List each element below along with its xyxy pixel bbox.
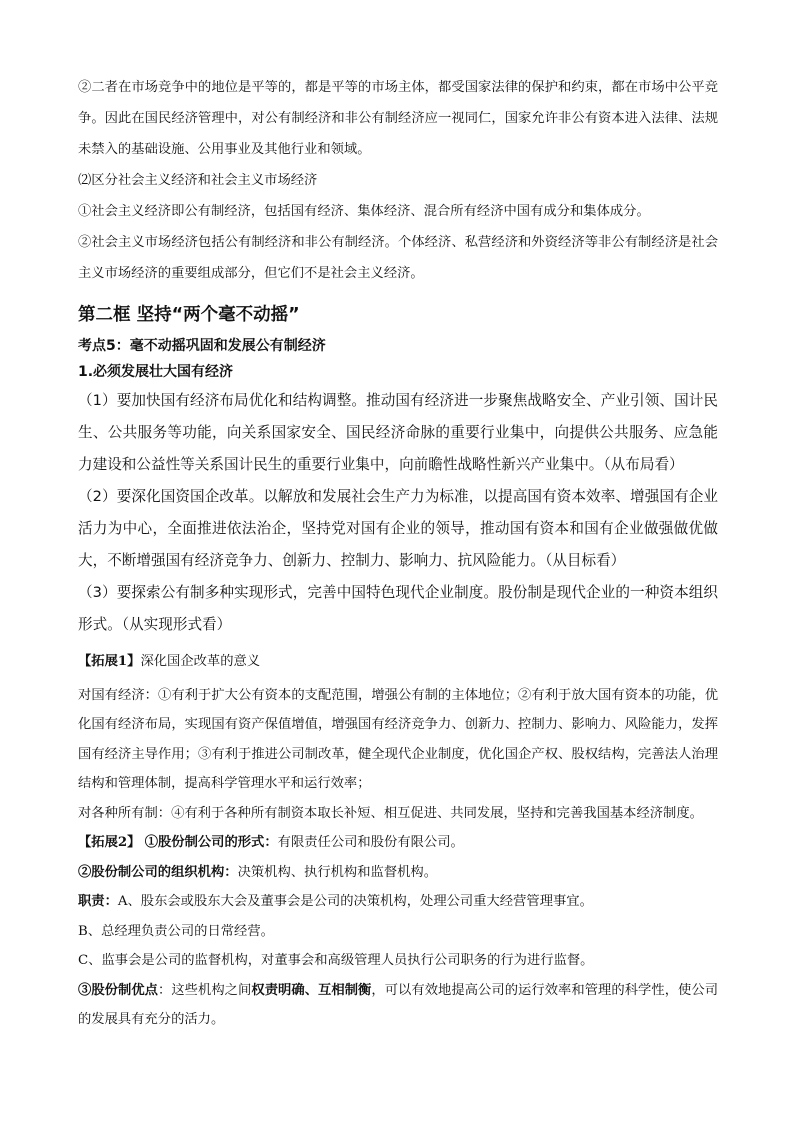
extension-1-label: 【拓展1】 (78, 654, 141, 669)
content-item-1: （1）要加快国有经济布局优化和结构调整。推动国有经济进一步聚焦战略安全、产业引领、国计民生、公共服务等功能，向关系国家安全、国民经济命脉的重要行业集中，向提供公共服务、应急能力建设和公益性等关系国计民生的重要行业集中，向前瞻性战略性新兴产业集中。（从布局看） (78, 392, 718, 473)
paragraph-socialist-market-economy: ②社会主义市场经济包括公有制经济和非公有制经济。个体经济、私营经济和外资经济等非公有制经济是社会主义市场经济的重要组成部分，但它们不是社会主义经济。 (78, 235, 718, 281)
extension-1-state-economy: 对国有经济：①有利于扩大公有资本的支配范围，增强公有制的主体地位；②有利于放大国有资本的功能，优化国有经济布局，实现国有资产保值增值，增强国有经济竞争力、创新力、控制力、影响力、风险能力，发挥国有经济主导作用；③有利于推进公司制改革，健全现代企业制度，优化国企产权、股权结构，完善法人治理结构和管理体制，提高科学管理水平和运行效率； (78, 687, 718, 791)
extension-2-duty-a: A、股东会或股东大会及董事会是公司的决策机构，处理公司重大经营管理事宜。 (117, 894, 593, 909)
extension-2-duty-label: 职责： (78, 894, 118, 909)
extension-1-all-ownership: 对各种所有制：④有利于各种所有制资本取长补短、相互促进、共同发展，坚持和完善我国基本经济制度。 (78, 805, 703, 821)
document-page (78, 72, 718, 1035)
extension-2-advantage (78, 976, 718, 1035)
section-title: 第二框 坚持“两个毫不动摇” (78, 305, 300, 325)
extension-2-line-1 (78, 828, 718, 858)
extension-2-advantage-text-a: ：这些机构之间 (158, 982, 252, 998)
heading-distinguish: ⑵区分社会主义经济和社会主义市场经济 (78, 173, 318, 188)
extension-2-org: 决策机构、执行机构和监督机构。 (237, 864, 438, 880)
paragraph-socialist-economy: ①社会主义经济即公有制经济，包括国有经济、集体经济、混合所有经济中国有成分和集体成分。 (78, 204, 650, 219)
paragraph-equal-status: ②二者在市场竞争中的地位是平等的，都是平等的市场主体，都受国家法律的保护和约束，都在市场中公平竞争。因此在国民经济管理中，对公有制经济和非公有制经济应一视同仁，国家允许非公有资本进入法律、法规未禁入的基础设施、公用事业及其他行业和领域。 (78, 80, 718, 157)
content-item-2: （2）要深化国资国企改革。以解放和发展社会生产力为标准，以提高国有资本效率、增强国有企业活力为中心，全面推进依法治企，坚持党对国有企业的领导，推动国有资本和国有企业做强做优做大，不断增强国有经济竞争力、创新力、控制力、影响力、抗风险能力。（从目标看） (78, 488, 718, 569)
content-item-3: （3）要探索公有制多种实现形式，完善中国特色现代企业制度。股份制是现代企业的一种资本组织形式。（从实现形式看） (78, 584, 718, 633)
extension-2-form: 有限责任公司和股份有限公司。 (277, 835, 464, 850)
extension-1-heading (78, 647, 718, 677)
extension-2-line-3 (78, 887, 718, 917)
extension-2-duty-c: C、监事会是公司的监督机构，对董事会和高级管理人员执行公司职务的行为进行监督。 (78, 953, 594, 968)
extension-2-advantage-label: ③股份制优点 (78, 982, 159, 998)
extension-2-advantage-highlight: 权责明确、互相制衡 (251, 982, 372, 998)
extension-1-title: 深化国企改革的意义 (140, 654, 261, 669)
extension-2-org-label: ②股份制公司的组织机构： (78, 864, 238, 880)
kaodian-title: 考点5：毫不动摇巩固和发展公有制经济 (78, 338, 326, 354)
extension-2-advantage-text-b: ，可以有效地提高公司的运行效率和管理的科学性，使公司的发展具有充分的活力。 (78, 982, 719, 1027)
extension-2-duty-b: B、总经理负责公司的日常经营。 (78, 923, 274, 939)
extension-2-line-2 (78, 858, 718, 888)
extension-2-label: 【拓展2】 (78, 835, 141, 850)
subheading-state-economy: 1.必须发展壮大国有经济 (78, 364, 234, 380)
extension-2-form-label: ①股份制公司的形式： (144, 835, 278, 850)
